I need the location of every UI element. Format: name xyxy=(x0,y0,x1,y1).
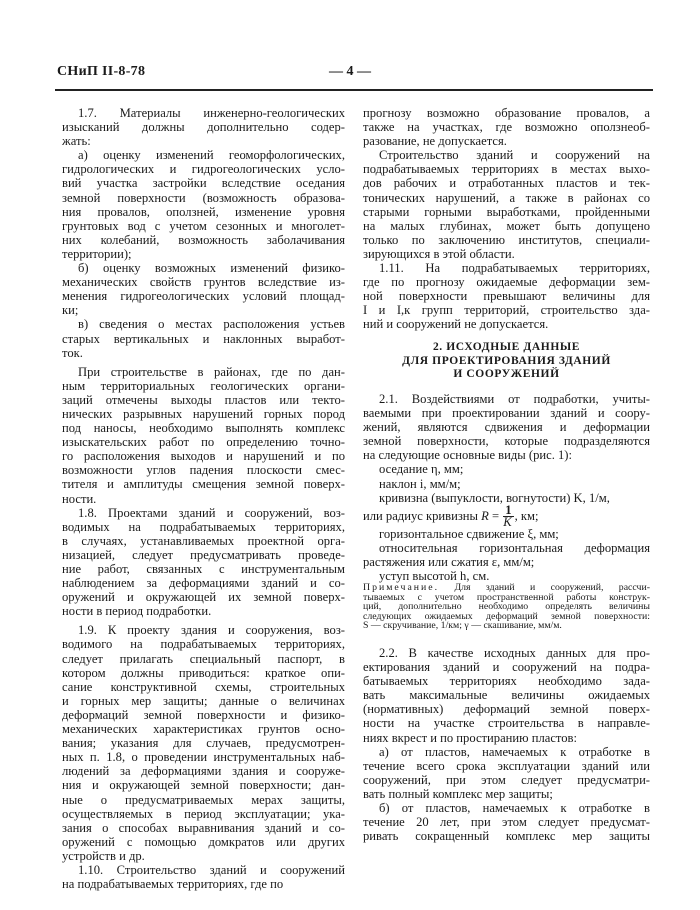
text-line: ниях вкрест и по простиранию пластов: xyxy=(363,730,577,745)
paragraph xyxy=(62,106,345,148)
note xyxy=(363,583,650,631)
text-line: 1.9. К проекту здания и сооружения, воз- xyxy=(78,623,345,638)
text-line: ектирования зданий и сооружений на подра- xyxy=(363,660,650,675)
text-line: зирующихся в этой области. xyxy=(363,246,515,261)
text-line: наклон i, мм/м; xyxy=(379,476,461,491)
text-line: жений, являются сдвижения и деформации xyxy=(363,420,650,435)
paragraph xyxy=(363,462,650,504)
fraction-numerator: 1 xyxy=(505,503,512,518)
paragraph-2-2 xyxy=(363,646,650,843)
text-line: прогнозу возможно образование провалов, а xyxy=(363,106,650,120)
paragraph xyxy=(363,148,650,261)
text-line: грунтовых вод с учетом сезонных и многолет- xyxy=(62,218,345,233)
text-line: под наносы, необходимо выполнять комплекс xyxy=(62,421,345,436)
paragraph xyxy=(62,623,345,863)
paragraph xyxy=(363,392,650,462)
paragraph xyxy=(62,863,345,891)
text-line: ривать сокращенный комплекс мер защиты xyxy=(363,829,650,844)
text-line: ных п. 1.8, о проведении инструментальных наб- xyxy=(62,750,345,765)
paragraph xyxy=(363,646,650,745)
paragraph xyxy=(62,506,345,619)
text-line: а) от пластов, намечаемых к отработке в xyxy=(379,744,650,759)
text-line: оружений с помощью домкратов или других xyxy=(62,834,345,849)
text-line: а) оценку изменений геоморфологических, xyxy=(78,148,345,163)
note-label: Примечание. xyxy=(363,582,440,593)
text-line: заций отмечены выходы пластов или текто- xyxy=(62,392,345,407)
text-line: б) оценку возможных изменений физико- xyxy=(78,261,345,276)
text-line: старых вертикальных и наклонных выработ- xyxy=(62,331,345,346)
text-line: только по заключению институтов, специали- xyxy=(363,232,650,247)
text-line: и горных мер защиты; данные о величинах xyxy=(62,693,345,708)
text-line: 1.7. Материалы инженерно-геологических xyxy=(78,106,345,120)
text-line: водимых на подрабатываемых территориях, xyxy=(62,519,345,534)
text-line: на подрабатываемых территориях, где по xyxy=(62,877,284,892)
text-line: При строительстве в районах, где по дан- xyxy=(78,364,345,379)
text-line: водимого на подрабатываемых территориях, xyxy=(62,637,345,652)
text-line: в случаях, устанавливаемых проектной орга- xyxy=(62,533,345,548)
formula-suffix: , км; xyxy=(514,508,539,523)
text-line: I и I,к групп территорий, строительство зда- xyxy=(363,303,650,318)
text-line: ние работ, связанных с инструментальным xyxy=(62,562,345,576)
text-line: ной поверхности превышают величины для xyxy=(363,289,650,304)
note-line: ций, дополнительно необходимо определять величины xyxy=(363,601,650,613)
formula-symbol: R xyxy=(481,508,489,523)
text-line: б) от пластов, намечаемых к отработке в xyxy=(379,801,650,816)
paragraph xyxy=(363,527,650,541)
text-line: ности в период подработки. xyxy=(62,604,212,619)
paragraph xyxy=(62,261,345,317)
text-line: уступ высотой h, см. xyxy=(379,569,490,584)
paragraph xyxy=(363,801,650,843)
text-line: го расположения выходов и нарушений и по xyxy=(62,449,345,464)
note-line: S — скручивание, 1/км; γ — скашивание, мм/м. xyxy=(363,620,562,632)
text-line: течение 20 лет, при этом следует предусмат- xyxy=(363,815,650,830)
text-line: ния и окружающей земной поверхности; дан- xyxy=(62,778,345,793)
text-line: гидрологических и гидрогеологических усло- xyxy=(62,162,345,177)
note-line: тываемых с учетом пространственной работы конструк- xyxy=(363,591,650,603)
text-line: горизонтальное сдвижение ξ, мм; xyxy=(379,526,559,541)
text-line: механических характеристиках грунтов осно- xyxy=(62,722,345,737)
note-line: следующих ожидаемых деформаций земной поверхности: xyxy=(363,610,650,622)
header-rule xyxy=(55,89,653,91)
text-line: на малых глубинах, может быть допущено xyxy=(363,218,650,233)
text-line: тонических нарушений, а также в районах со xyxy=(363,190,650,205)
text-line: ваемыми при проектировании зданий и соору- xyxy=(363,406,650,421)
text-line: тителя и амплитуды смещения земной поверх- xyxy=(62,477,345,492)
paragraph xyxy=(62,148,345,261)
text-line: котором должны приводиться: краткое опи- xyxy=(62,665,345,680)
text-line: изыскательских работ по определению точно- xyxy=(62,435,345,450)
text-line: растяжения или сжатия ε, мм/м; xyxy=(363,554,535,569)
text-line: ности. xyxy=(62,491,97,506)
text-line: на следующие основные виды (рис. 1): xyxy=(363,448,572,463)
section-heading xyxy=(363,341,650,382)
text-line: ки; xyxy=(62,303,79,318)
text-line: земной поверхности, которые подразделяются xyxy=(363,434,650,449)
text-line: где по прогнозу ожидаемые деформации зем- xyxy=(363,275,650,290)
paragraph xyxy=(363,541,650,569)
page-number: — 4 — xyxy=(329,64,371,79)
text-line: сание конструктивной схемы, строительных xyxy=(62,679,345,694)
text-line: людений за деформациями здания и сооруже- xyxy=(62,764,345,779)
text-line: (нормативных) деформаций земной поверх- xyxy=(363,702,650,717)
paragraph xyxy=(363,106,650,148)
section-heading-line: 2. ИСХОДНЫЕ ДАННЫЕ xyxy=(432,341,581,353)
formula-fraction xyxy=(503,505,513,528)
paragraph xyxy=(62,365,345,506)
text-line: осуществляемых в период эксплуатации; ука- xyxy=(62,806,345,821)
text-line: ния провалов, оползней, изменение уровня xyxy=(62,204,345,219)
formula-prefix: или радиус кривизны xyxy=(363,508,482,523)
paragraph xyxy=(62,317,345,359)
text-line: 2.1. Воздействиями от подработки, учиты- xyxy=(379,392,650,406)
text-line: земной поверхности (возможность образова- xyxy=(62,190,345,205)
text-line: вания; указания для случаев, предусмотрен- xyxy=(62,736,345,751)
text-line: сооружений, при этом следует предусматри- xyxy=(363,772,650,787)
text-line: ным территориальных геологических органи- xyxy=(62,378,345,393)
section-heading-line: И СООРУЖЕНИЙ xyxy=(453,368,560,380)
text-line: зания о способах выравнивания зданий и со- xyxy=(62,820,345,835)
text-line: 1.10. Строительство зданий и сооружений xyxy=(78,862,345,877)
paragraph-2-1 xyxy=(363,392,650,583)
text-line: изысканий должны дополнительно содер- xyxy=(62,120,345,135)
text-line: старыми горными выработками, пройденными xyxy=(363,204,650,219)
text-line: разование, не допускается. xyxy=(363,134,507,149)
text-line: возможности углов падения плоскости смес- xyxy=(62,463,345,478)
text-line: кривизна (выпуклости, вогнутости) K, 1/м, xyxy=(379,490,610,505)
curvature-radius-formula xyxy=(363,503,650,530)
text-line: жать: xyxy=(62,134,91,149)
text-line: также на участках, где возможно оползнеоб- xyxy=(363,120,650,135)
text-line: оседание η, мм; xyxy=(379,462,464,477)
text-line: вать максимальные величины ожидаемых xyxy=(363,688,650,703)
text-line: территории); xyxy=(62,246,132,261)
text-line: низацией, следует предусматривать проведе- xyxy=(62,547,345,562)
note-text: Для зданий и сооружений, рассчи- xyxy=(439,582,650,593)
section-heading-line: ДЛЯ ПРОЕКТИРОВАНИЯ ЗДАНИЙ xyxy=(402,354,611,367)
text-line: 1.8. Проектами зданий и сооружений, воз- xyxy=(78,505,345,520)
paragraph xyxy=(363,745,650,801)
left-column xyxy=(62,106,345,891)
text-line: ные о предусматриваемых мерах защиты, xyxy=(62,792,345,807)
text-line: течение всего срока эксплуатации зданий или xyxy=(363,758,650,773)
text-line: нических разрывных нарушений горных пород xyxy=(62,406,345,421)
text-line: 1.11. На подрабатываемых территориях, xyxy=(379,261,650,276)
text-line: ток. xyxy=(62,345,83,360)
text-line: Строительство зданий и сооружений на xyxy=(379,148,650,163)
document-code: СНиП II-8-78 xyxy=(57,64,146,79)
right-top-text xyxy=(363,106,650,332)
text-line: вий участка застройки вследствие оседания xyxy=(62,176,345,191)
fraction-denominator: K xyxy=(503,515,512,530)
text-line: оружений и окружающей их земной поверх- xyxy=(62,590,345,605)
text-line: следует прилагать специальный паспорт, в xyxy=(62,651,345,666)
text-line: устройств и др. xyxy=(62,848,145,863)
text-line: подрабатываемых территориях в местах выхо- xyxy=(363,162,650,177)
text-line: наблюдением за деформациями зданий и со- xyxy=(62,576,345,591)
text-line: ности на участке строительства в направле- xyxy=(363,716,650,731)
paragraph xyxy=(363,261,650,331)
text-line: дов рабочих и отработанных пластов и тек- xyxy=(363,176,650,191)
formula-equals: = xyxy=(488,508,503,523)
text-line: ний и сооружений не допускается. xyxy=(363,317,549,332)
text-line: вать полный комплекс мер защиты; xyxy=(363,786,553,801)
text-line: в) сведения о местах расположения устьев xyxy=(78,317,345,332)
text-line: батываемых территориях необходимо зада- xyxy=(363,674,650,689)
text-line: них колебаний, возможность заболачивания xyxy=(62,232,345,247)
text-line: 2.2. В качестве исходных данных для про- xyxy=(379,646,650,660)
text-line: деформаций земной поверхности и физико- xyxy=(62,707,345,722)
text-line: механических свойств грунтов вследствие из- xyxy=(62,275,345,290)
paragraph xyxy=(363,569,650,583)
text-line: относительная горизонтальная деформация xyxy=(379,540,650,555)
text-line: менения гидрогеологических условий площад- xyxy=(62,289,345,304)
